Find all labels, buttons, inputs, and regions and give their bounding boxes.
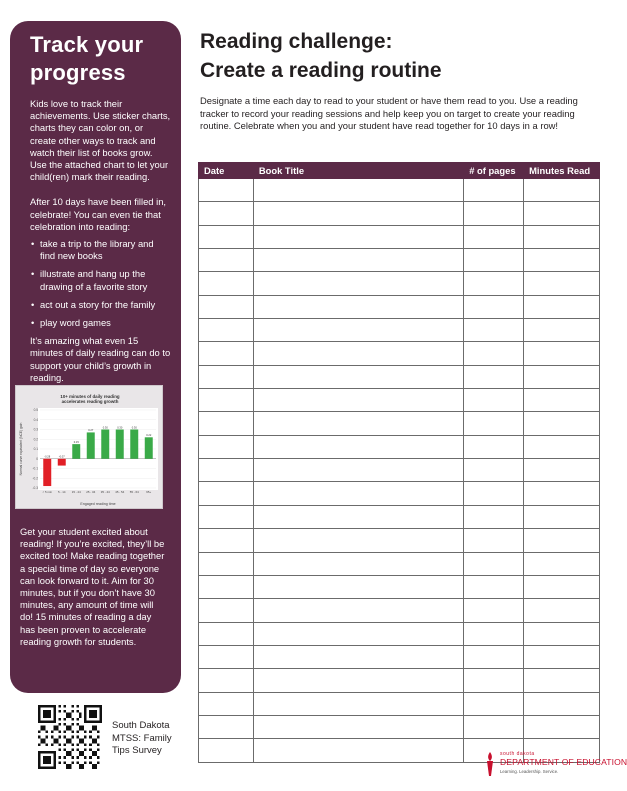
pages-cell[interactable] [464, 179, 524, 202]
table-row [199, 412, 600, 435]
date-cell[interactable] [199, 249, 254, 272]
pages-cell[interactable] [464, 272, 524, 295]
book-title-cell[interactable] [253, 599, 463, 622]
date-cell[interactable] [199, 179, 254, 202]
date-cell[interactable] [199, 365, 254, 388]
minutes-cell[interactable] [524, 272, 600, 295]
book-title-cell[interactable] [253, 529, 463, 552]
x-tick-label: 5 - 14 [58, 490, 66, 494]
date-cell[interactable] [199, 412, 254, 435]
table-row [199, 249, 600, 272]
page-title-line1: Reading challenge: [200, 30, 393, 53]
y-tick-label: 0.4 [33, 417, 38, 422]
date-cell[interactable] [199, 529, 254, 552]
minutes-cell[interactable] [524, 412, 600, 435]
minutes-cell[interactable] [524, 342, 600, 365]
list-item: • act out a story for the family [30, 299, 171, 311]
bar-1 [58, 459, 66, 466]
logo-south-dakota: south dakota [500, 751, 535, 757]
book-title-cell[interactable] [253, 225, 463, 248]
date-cell[interactable] [199, 599, 254, 622]
x-tick-label: 55 - 64 [129, 490, 139, 494]
minutes-cell[interactable] [524, 179, 600, 202]
table-row [199, 295, 600, 318]
date-cell[interactable] [199, 342, 254, 365]
table-row [199, 342, 600, 365]
page-title [200, 27, 442, 85]
date-cell[interactable] [199, 739, 254, 762]
book-title-cell[interactable] [253, 739, 463, 762]
bar-value-label: -0.28 [44, 455, 51, 459]
list-item: • play word games [30, 317, 171, 329]
y-tick-label: 0 [36, 456, 38, 461]
minutes-cell[interactable] [524, 505, 600, 528]
x-tick-label: < 5 min [42, 490, 53, 494]
minutes-cell[interactable] [524, 249, 600, 272]
table-row [199, 645, 600, 668]
minutes-cell[interactable] [524, 482, 600, 505]
header-date: Date [199, 163, 254, 179]
pages-cell[interactable] [464, 202, 524, 225]
date-cell[interactable] [199, 575, 254, 598]
table-row [199, 319, 600, 342]
survey-line1: South Dakota [112, 720, 170, 731]
book-title-cell[interactable] [253, 715, 463, 738]
minutes-cell[interactable] [524, 459, 600, 482]
minutes-cell[interactable] [524, 529, 600, 552]
book-title-cell[interactable] [253, 552, 463, 575]
pages-cell[interactable] [464, 319, 524, 342]
pages-cell[interactable] [464, 295, 524, 318]
sidebar-growth-paragraph: It’s amazing what even 15 minutes of daily reading can do to support your child’s growth in reading. [30, 335, 171, 383]
table-row [199, 599, 600, 622]
y-tick-label: -0.2 [32, 476, 38, 481]
y-tick-label: 0.1 [33, 447, 38, 452]
x-tick-label: 35 - 44 [100, 490, 110, 494]
table-row [199, 505, 600, 528]
table-row [199, 365, 600, 388]
minutes-cell[interactable] [524, 552, 600, 575]
table-row [199, 669, 600, 692]
book-title-cell[interactable] [253, 342, 463, 365]
minutes-cell[interactable] [524, 225, 600, 248]
celebration-list [30, 238, 171, 329]
book-title-cell[interactable] [253, 645, 463, 668]
book-title-cell[interactable] [253, 319, 463, 342]
pages-cell[interactable] [464, 365, 524, 388]
date-cell[interactable] [199, 459, 254, 482]
book-title-cell[interactable] [253, 505, 463, 528]
table-row [199, 389, 600, 412]
bar-7 [145, 437, 153, 458]
pages-cell[interactable] [464, 552, 524, 575]
y-tick-label: 0.3 [33, 427, 38, 432]
minutes-cell[interactable] [524, 645, 600, 668]
bar-6 [130, 430, 138, 459]
bar-value-label: 0.15 [73, 440, 79, 444]
x-tick-label: 65+ [146, 490, 152, 494]
header-minutes-read: Minutes Read [524, 163, 600, 179]
chart-x-axis-label: Engaged reading time [80, 502, 116, 506]
table-row [199, 529, 600, 552]
sidebar-intro-paragraph: Kids love to track their achievements. Use sticker charts, charts they can color on, or create other ways to track and watch their list of books grow. Use the attached chart to let your child(ren) mark their reading. [30, 98, 171, 183]
book-title-cell[interactable] [253, 412, 463, 435]
date-cell[interactable] [199, 482, 254, 505]
y-tick-label: -0.1 [32, 466, 38, 471]
date-cell[interactable] [199, 389, 254, 412]
book-title-cell[interactable] [253, 669, 463, 692]
survey-label [112, 720, 182, 758]
sidebar-title [30, 31, 171, 87]
book-title-cell[interactable] [253, 692, 463, 715]
pages-cell[interactable] [464, 412, 524, 435]
bar-value-label: 0.22 [146, 434, 152, 438]
sidebar-motivation-paragraph: Get your student excited about reading! If you’re excited, they’ll be excited too! Make reading together a special time of day so everyone can look forward to it. Aim for 30 minutes, but if you don’t have 30 minutes, any amount of time will do! 15 minutes of reading a day has been proven to accelerate reading growth for students. [20, 526, 165, 647]
pages-cell[interactable] [464, 715, 524, 738]
reading-tracker-table [198, 162, 600, 763]
date-cell[interactable] [199, 622, 254, 645]
pages-cell[interactable] [464, 435, 524, 458]
table-row [199, 459, 600, 482]
pages-cell[interactable] [464, 529, 524, 552]
pages-cell[interactable] [464, 669, 524, 692]
pages-cell[interactable] [464, 505, 524, 528]
pages-cell[interactable] [464, 645, 524, 668]
bar-2 [72, 444, 80, 459]
book-title-cell[interactable] [253, 459, 463, 482]
book-title-cell[interactable] [253, 389, 463, 412]
table-row [199, 435, 600, 458]
minutes-cell[interactable] [524, 365, 600, 388]
book-title-cell[interactable] [253, 295, 463, 318]
x-tick-label: 15 - 24 [71, 490, 81, 494]
bar-value-label: 0.27 [88, 429, 94, 433]
pages-cell[interactable] [464, 342, 524, 365]
sidebar-title-line2: progress [30, 60, 126, 85]
book-title-cell[interactable] [253, 622, 463, 645]
date-cell[interactable] [199, 272, 254, 295]
book-title-cell[interactable] [253, 435, 463, 458]
list-item: • illustrate and hang up the drawing of a favorite story [30, 268, 171, 292]
date-cell[interactable] [199, 645, 254, 668]
table-row [199, 272, 600, 295]
book-title-cell[interactable] [253, 482, 463, 505]
minutes-cell[interactable] [524, 669, 600, 692]
table-header-row [199, 163, 600, 179]
qr-code-graphic [38, 705, 102, 769]
date-cell[interactable] [199, 692, 254, 715]
y-tick-label: 0.5 [33, 408, 38, 413]
pages-cell[interactable] [464, 482, 524, 505]
intro-paragraph: Designate a time each day to read to your student or have them read to you. Use a reading tracker to record your reading sessions and help keep you on target to create your reading routine. Celebrate when you and your student have read together for 10 days in a row! [200, 95, 578, 132]
date-cell[interactable] [199, 295, 254, 318]
table-row [199, 202, 600, 225]
pages-cell[interactable] [464, 225, 524, 248]
date-cell[interactable] [199, 435, 254, 458]
book-title-cell[interactable] [253, 249, 463, 272]
minutes-cell[interactable] [524, 295, 600, 318]
table-row [199, 575, 600, 598]
table-row [199, 225, 600, 248]
y-tick-label: -0.3 [32, 486, 38, 491]
header-pages: # of pages [464, 163, 524, 179]
x-tick-label: 45 - 54 [115, 490, 125, 494]
list-item: • take a trip to the library and find new books [30, 238, 171, 262]
sidebar-title-line1: Track your [30, 32, 144, 57]
survey-line2: MTSS: Family [112, 732, 172, 744]
bar-value-label: 0.30 [117, 426, 123, 430]
sidebar-celebrate-paragraph: After 10 days have been filled in, celebrate! You can even tie that celebration into reading: [30, 196, 167, 232]
pages-cell[interactable] [464, 575, 524, 598]
book-title-cell[interactable] [253, 365, 463, 388]
pages-cell[interactable] [464, 692, 524, 715]
book-title-cell[interactable] [253, 202, 463, 225]
table-row [199, 482, 600, 505]
logo-tagline: Learning. Leadership. Service. [500, 769, 559, 774]
minutes-cell[interactable] [524, 715, 600, 738]
y-tick-label: 0.2 [33, 437, 38, 442]
date-cell[interactable] [199, 669, 254, 692]
torch-icon [483, 750, 497, 778]
book-title-cell[interactable] [253, 575, 463, 598]
pages-cell[interactable] [464, 622, 524, 645]
bar-value-label: -0.07 [58, 455, 65, 459]
minutes-cell[interactable] [524, 692, 600, 715]
minutes-cell[interactable] [524, 202, 600, 225]
bar-4 [101, 430, 109, 459]
date-cell[interactable] [199, 225, 254, 248]
pages-cell[interactable] [464, 459, 524, 482]
pages-cell[interactable] [464, 599, 524, 622]
minutes-cell[interactable] [524, 599, 600, 622]
pages-cell[interactable] [464, 249, 524, 272]
bar-value-label: 0.30 [102, 426, 108, 430]
logo-department: DEPARTMENT OF EDUCATION [500, 757, 627, 767]
pages-cell[interactable] [464, 389, 524, 412]
date-cell[interactable] [199, 505, 254, 528]
minutes-cell[interactable] [524, 319, 600, 342]
date-cell[interactable] [199, 319, 254, 342]
minutes-cell[interactable] [524, 575, 600, 598]
chart-title-line1: 10+ minutes of daily reading [60, 394, 120, 399]
book-title-cell[interactable] [253, 272, 463, 295]
survey-qr-code[interactable] [38, 705, 102, 769]
table-row [199, 179, 600, 202]
reading-growth-chart [15, 385, 163, 509]
bar-3 [87, 432, 95, 458]
bar-0 [43, 459, 51, 486]
header-book-title: Book Title [253, 163, 463, 179]
table-row [199, 692, 600, 715]
minutes-cell[interactable] [524, 389, 600, 412]
minutes-cell[interactable] [524, 622, 600, 645]
bar-5 [116, 430, 124, 459]
survey-line3: Tips Survey [112, 745, 162, 756]
book-title-cell[interactable] [253, 179, 463, 202]
table-row [199, 552, 600, 575]
date-cell[interactable] [199, 202, 254, 225]
date-cell[interactable] [199, 552, 254, 575]
table-row [199, 622, 600, 645]
minutes-cell[interactable] [524, 435, 600, 458]
chart-y-axis-label: Normal curve equivalent (NCE) gain [19, 422, 23, 476]
sd-department-of-education-logo [483, 750, 627, 780]
page-title-line2: Create a reading routine [200, 59, 442, 82]
chart-title-line2: accelerates reading growth [61, 399, 119, 404]
bar-value-label: 0.30 [131, 426, 137, 430]
date-cell[interactable] [199, 715, 254, 738]
x-tick-label: 25 - 34 [86, 490, 96, 494]
chart-svg [16, 386, 164, 510]
table-row [199, 715, 600, 738]
